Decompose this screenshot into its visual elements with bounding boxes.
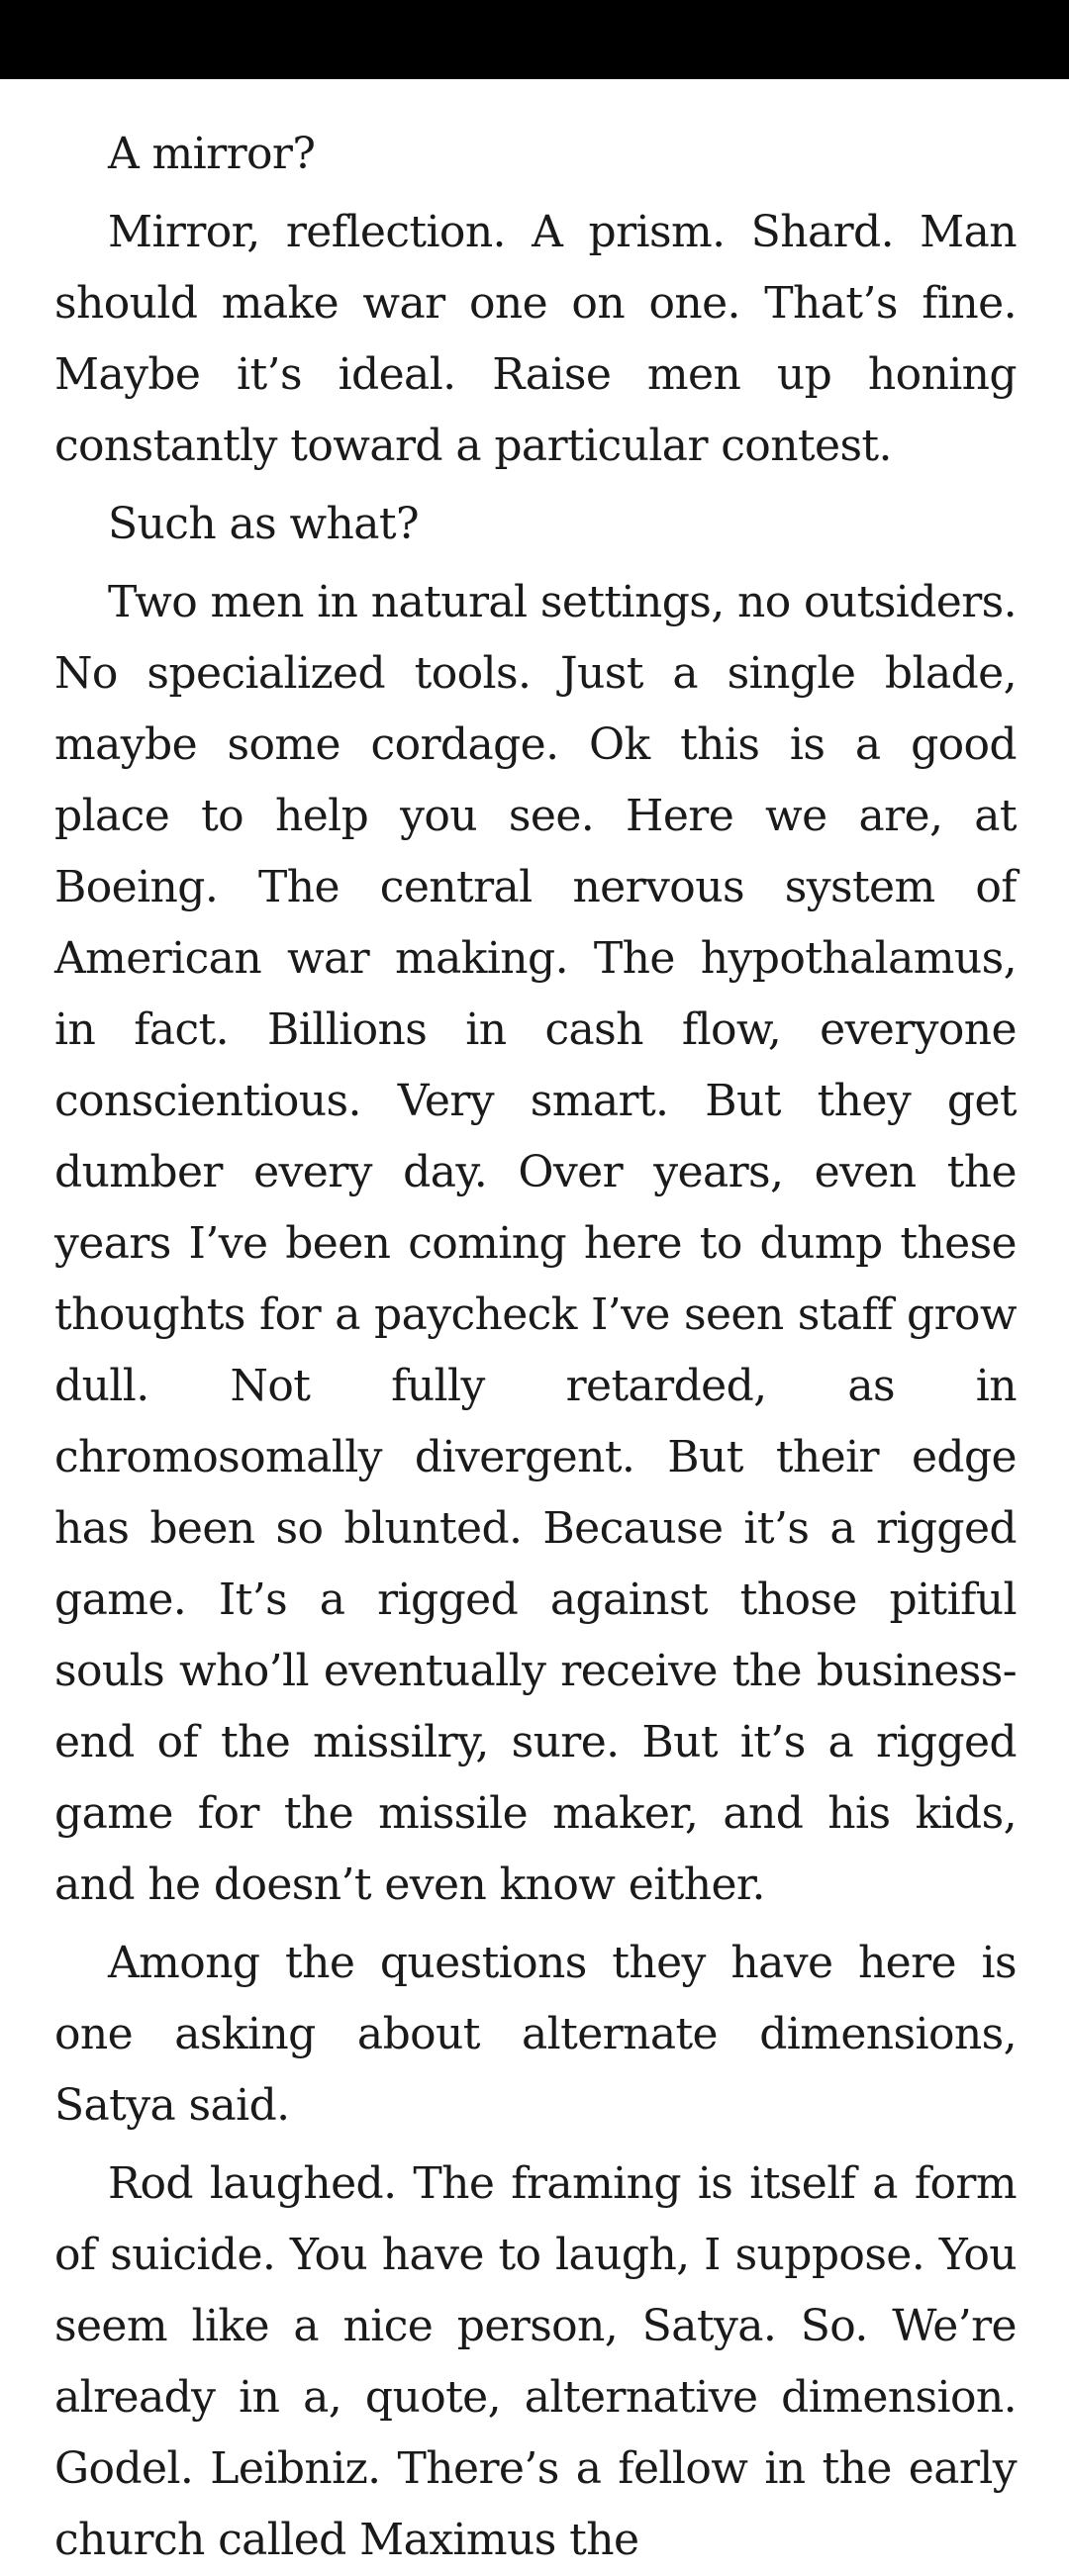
paragraph-mirror-question: A mirror?	[108, 129, 316, 179]
reader-page[interactable]	[54, 119, 1018, 2565]
status-bar	[0, 0, 1069, 79]
paragraph-boeing: Two men in natural settings, no outsiders. No specialized tools. Just a single blade, maybe some cordage. Ok this is a good place to help you see. Here we are, at Boeing. The central nervous system of American war making. The hypothalamus, in fact. Billions in cash flow, everyone conscientious. Very smart. But they get dumber every day. Over years, even the years I’ve been coming here to dump these thoughts for a paycheck I’ve seen staff grow dull. Not fully retarded, as in chromosomally divergent. But their edge has been so blunted. Because it’s a rigged game. It’s a rigged against those pitiful souls who’ll eventually receive the business-end of the missilry, sure. But it’s a rigged game for the missile maker, and his kids, and he doesn’t even know either.	[54, 577, 1018, 1910]
paragraph-alternate-dimensions: Among the questions they have here is one asking about alternate dimensions, Satya said.	[54, 1938, 1017, 2131]
paragraph-such-as-what: Such as what?	[108, 499, 419, 549]
paragraph-mirror-reflection: Mirror, reflection. A prism. Shard. Man should make war one on one. That’s fine. Maybe it’s ideal. Raise men up honing constantly toward a particular contest.	[54, 207, 1017, 471]
paragraph-rod-laughed: Rod laughed. The framing is itself a form of suicide. You have to laugh, I suppose. You seem like a nice person, Satya. So. We’re already in a, quote, alternative dimension. Godel. Leibniz. There’s a fellow in the early church called Maximus the	[54, 2158, 1017, 2565]
